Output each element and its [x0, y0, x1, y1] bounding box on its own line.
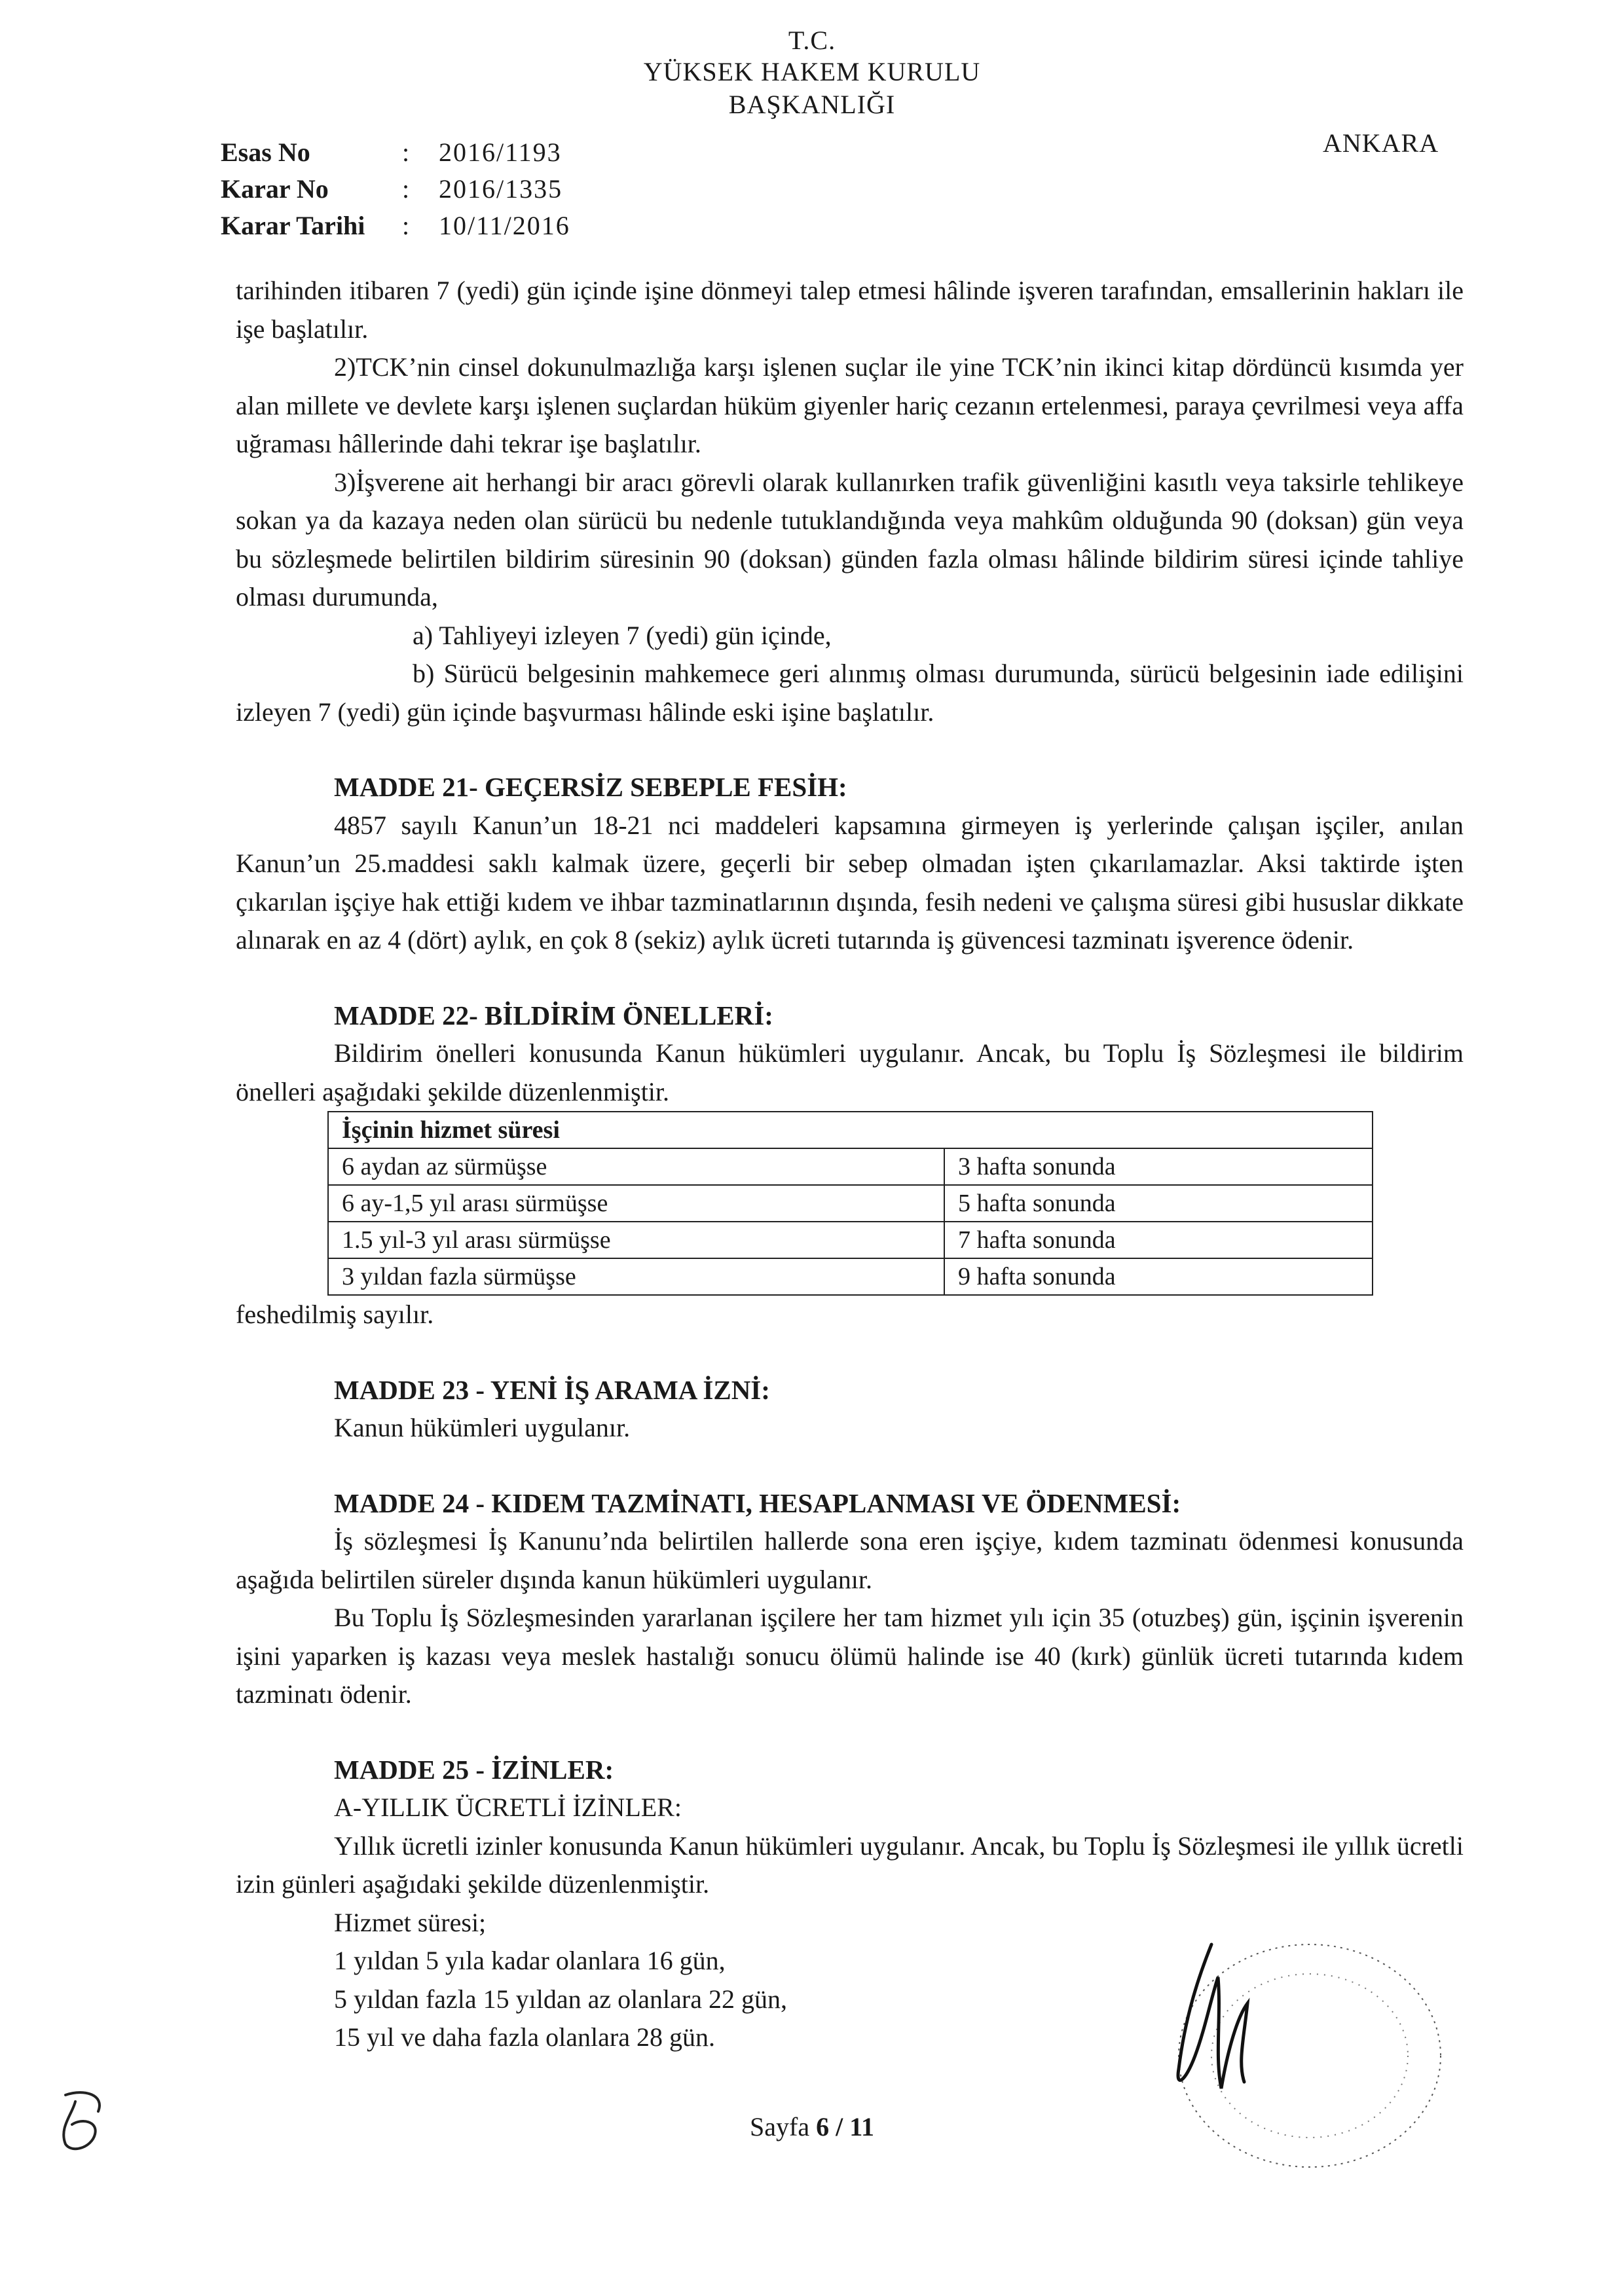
header-tc: T.C. — [788, 26, 836, 55]
article-22-after: feshedilmiş sayılır. — [236, 1300, 434, 1329]
table-row — [328, 1258, 1373, 1295]
meta-label: Karar No — [221, 174, 329, 204]
table-cell: 6 ay-1,5 yıl arası sürmüşse — [328, 1185, 944, 1222]
meta-label: Esas No — [221, 137, 310, 167]
article-24-text: Bu Toplu İş Sözleşmesinden yararlanan işçilere her tam hizmet yılı için 35 (otuzbeş) gün, işçinin işverenin işini yaparken iş kazası veya meslek hastalığı sonucu ölümü halinde ise 40 (kırk) günlük ücreti tutarında kıdem tazminatı ödenir. — [236, 1603, 1464, 1709]
meta-value: 2016/1193 — [439, 137, 562, 167]
case-meta — [221, 134, 570, 244]
table-header-cell: İşçinin hizmet süresi — [328, 1112, 1373, 1148]
paragraph: a) Tahliyeyi izleyen 7 (yedi) gün içinde, — [413, 620, 832, 650]
decision-number-row — [221, 171, 570, 208]
table-cell: 5 hafta sonunda — [944, 1185, 1373, 1222]
list-item: Hizmet süresi; — [334, 1907, 487, 1937]
article-22-heading: MADDE 22- BİLDİRİM ÖNELLERİ: — [334, 1000, 773, 1030]
article-22-text: Bildirim önelleri konusunda Kanun hükümleri uygulanır. Ancak, bu Toplu İş Sözleşmesi ile bildirim önelleri aşağıdaki şekilde düzenlenmiştir. — [236, 1038, 1464, 1106]
table-row — [328, 1185, 1373, 1222]
table-cell: 3 yıldan fazla sürmüşse — [328, 1258, 944, 1295]
meta-colon: : — [402, 174, 410, 204]
page-label: Sayfa — [750, 2112, 817, 2141]
table-row — [328, 1148, 1373, 1185]
header-presidency: BAŞKANLIĞI — [728, 90, 896, 119]
page-footer — [0, 2111, 1624, 2142]
table-cell: 1.5 yıl-3 yıl arası sürmüşse — [328, 1222, 944, 1258]
article-25-text: Yıllık ücretli izinler konusunda Kanun hükümleri uygulanır. Ancak, bu Toplu İş Sözleşmesi ile yıllık ücretli izin günleri aşağıdaki şekilde düzenlenmiştir. — [236, 1831, 1464, 1899]
meta-label: Karar Tarihi — [221, 211, 365, 240]
decision-date-row — [221, 208, 570, 244]
table-cell: 9 hafta sonunda — [944, 1258, 1373, 1295]
document-body — [236, 272, 1464, 2057]
table-cell: 7 hafta sonunda — [944, 1222, 1373, 1258]
paragraph: b) Sürücü belgesinin mahkemece geri alınmış olması durumunda, sürücü belgesinin iade edilişini izleyen 7 (yedi) gün içinde başvurması hâlinde eski işine başlatılır. — [236, 659, 1464, 727]
table-cell: 6 aydan az sürmüşse — [328, 1148, 944, 1185]
article-24-text: İş sözleşmesi İş Kanunu’nda belirtilen hallerde sona eren işçiye, kıdem tazminatı ödenmesi konusunda aşağıda belirtilen süreler dışında kanun hükümleri uygulanır. — [236, 1526, 1464, 1594]
list-item: 15 yıl ve daha fazla olanlara 28 gün. — [334, 2022, 715, 2052]
meta-colon: : — [402, 211, 410, 240]
page-number: 6 / 11 — [816, 2112, 874, 2141]
meta-value: 10/11/2016 — [439, 211, 570, 240]
paragraph: 2)TCK’nin cinsel dokunulmazlığa karşı işlenen suçlar ile yine TCK’nin ikinci kitap dördüncü kısımda yer alan millete ve devlete karşı işlenen suçlardan hüküm giyenler hariç cezanın ertelenmesi, paraya çevrilmesi veya affa uğraması hâllerinde dahi tekrar işe başlatılır. — [236, 352, 1464, 458]
signature-stamp-graphic — [1139, 1918, 1454, 2193]
paragraph: tarihinden itibaren 7 (yedi) gün içinde işine dönmeyi talep etmesi hâlinde işveren tarafından, emsallerinin hakları ile işe başlatılır. — [236, 276, 1464, 344]
meta-value: 2016/1335 — [439, 174, 563, 204]
notice-period-table — [327, 1111, 1373, 1296]
article-21-heading: MADDE 21- GEÇERSİZ SEBEPLE FESİH: — [334, 772, 847, 802]
article-25-heading: MADDE 25 - İZİNLER: — [334, 1754, 614, 1785]
header-city: ANKARA — [1323, 128, 1439, 158]
table-row — [328, 1222, 1373, 1258]
meta-colon: : — [402, 137, 410, 167]
article-25-subheading: A-YILLIK ÜCRETLİ İZİNLER: — [334, 1793, 682, 1822]
article-24-heading: MADDE 24 - KIDEM TAZMİNATI, HESAPLANMASI VE ÖDENMESİ: — [334, 1487, 1181, 1518]
header-institution: YÜKSEK HAKEM KURULU — [643, 57, 981, 86]
article-21-text: 4857 sayılı Kanun’un 18-21 nci maddeleri kapsamına girmeyen iş yerlerinde çalışan işçiler, anılan Kanun’un 25.maddesi saklı kalmak üzere, geçerli bir sebep olmadan işten çıkarılamazlar. Aksi taktirde işten çıkarılan işçiye hak ettiği kıdem ve ihbar tazminatlarının dışında, fesih nedeni ve çalışma süresi gibi hususlar dikkate alınarak en az 4 (dört) aylık, en çok 8 (sekiz) aylık ücreti tutarında iş güvencesi tazminatı işverence ödenir. — [236, 810, 1464, 955]
article-23-heading: MADDE 23 - YENİ İŞ ARAMA İZNİ: — [334, 1374, 770, 1405]
table-header-row — [328, 1112, 1373, 1148]
signature-stroke — [1178, 1944, 1247, 2088]
table-cell: 3 hafta sonunda — [944, 1148, 1373, 1185]
paragraph: 3)İşverene ait herhangi bir aracı görevli olarak kullanırken trafik güvenliğini kasıtlı veya taksirle tehlikeye sokan ya da kazaya neden olan sürücü bu nedenle tutuklandığında veya mahkûm olduğunda 90 (doksan) gün veya bu sözleşmede belirtilen bildirim süresinin 90 (doksan) günden fazla olması hâlinde bildirim süresi içinde tahliye olması durumunda, — [236, 467, 1464, 611]
article-23-text: Kanun hükümleri uygulanır. — [334, 1413, 631, 1442]
list-item: 5 yıldan fazla 15 yıldan az olanlara 22 gün, — [334, 1984, 787, 2014]
case-number-row — [221, 134, 570, 171]
list-item: 1 yıldan 5 yıla kadar olanlara 16 gün, — [334, 1946, 726, 1975]
